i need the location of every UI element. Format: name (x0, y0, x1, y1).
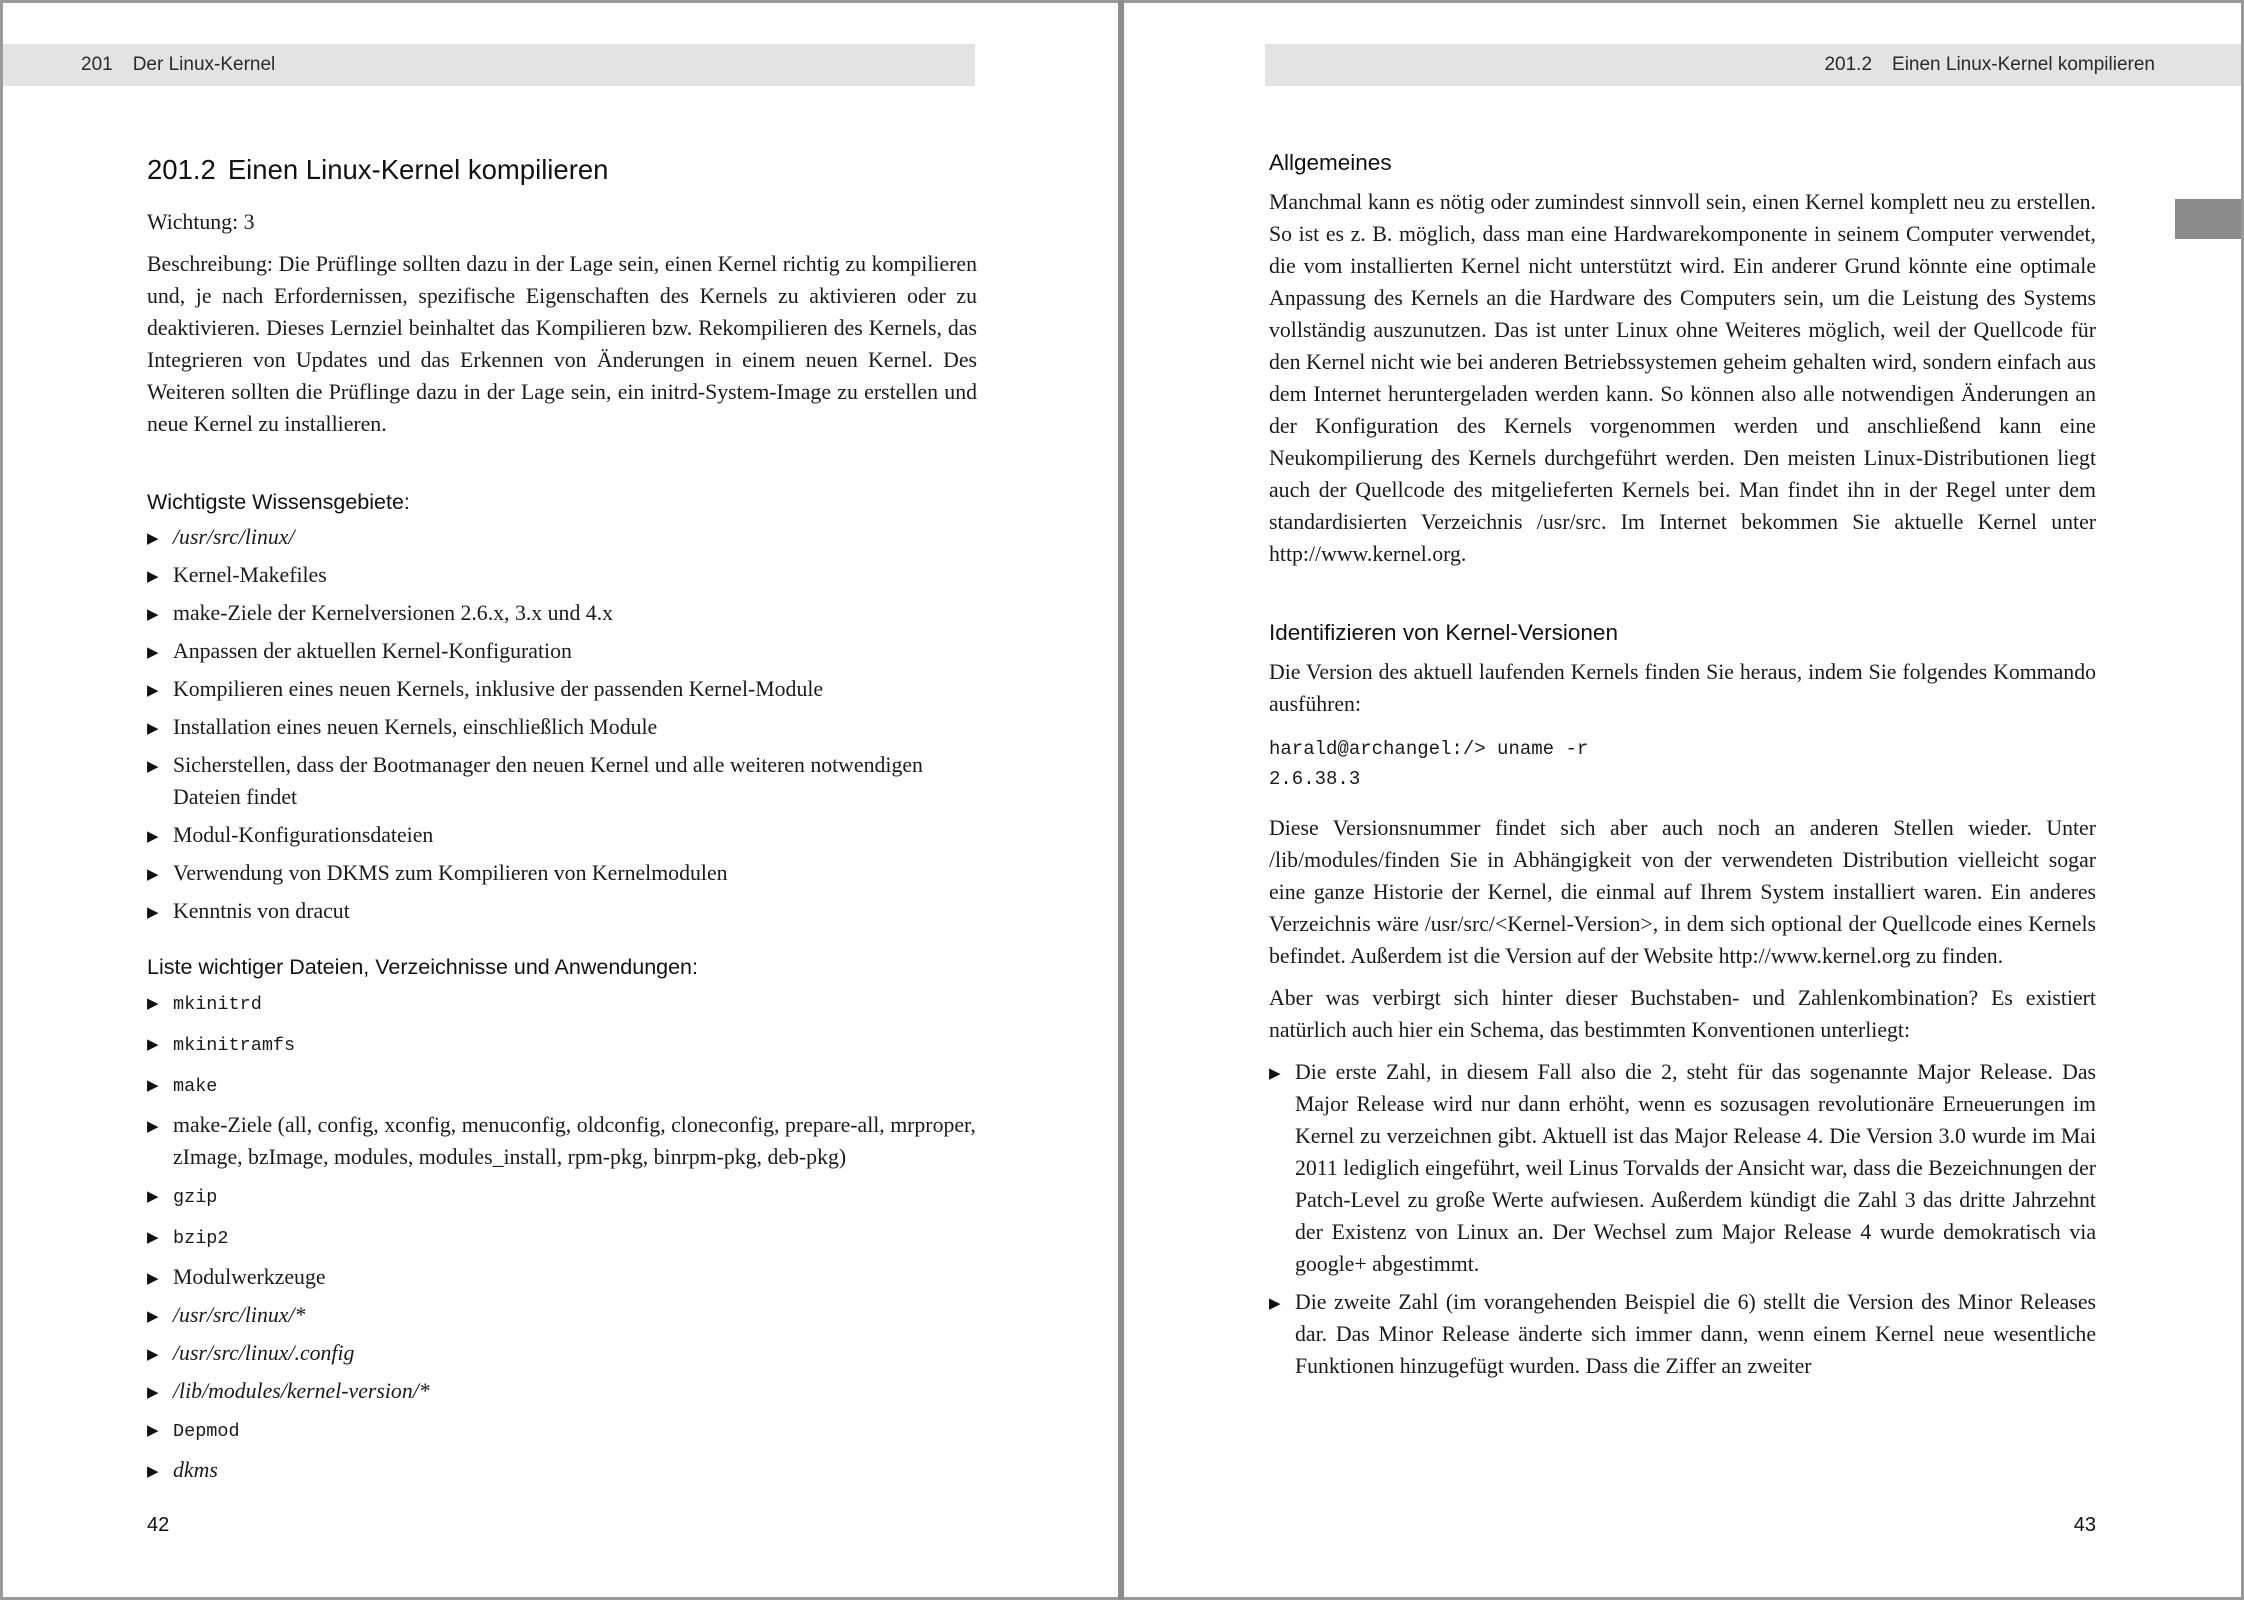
bullet-triangle-icon: ▶ (147, 683, 159, 699)
list-item: ▶ /usr/src/linux/ (147, 521, 977, 553)
list-item: ▶ bzip2 (147, 1220, 977, 1255)
list-item: ▶ Installation eines neuen Kernels, einschließlich Module (147, 711, 977, 743)
page-number-right: 43 (2073, 1514, 2096, 1536)
bullet-triangle-icon: ▶ (147, 829, 159, 845)
list-item: ▶ Die erste Zahl, in diesem Fall also die 2, steht für das sogenannte Major Release. Das Major Release wird nur dann erhöht, wenn es sozusagen revolutionäre Erneuerungen im Kernel zu verzeichnen gibt. Aktuell ist das Major Release 4. Die Version 3.0 wurde im Mai 2011 lediglich eingeführt, weil Linus Torvalds der Ansicht war, dass die Bezeichnungen der Patch-Level zu große Werte aufwiesen. Außerdem kündigt die Zahl 3 das dritte Jahrzehnt der Existenz von Linux an. Der Wechsel zum Major Release 4 wurde demokratisch via google+ abgestimmt. (1269, 1060, 2096, 1276)
section-title (147, 154, 977, 186)
list-item: ▶ Kenntnis von dracut (147, 895, 977, 927)
list-item: ▶ /usr/src/linux/.config (147, 1337, 977, 1369)
versions-intro: Die Version des aktuell laufenden Kernels finden Sie heraus, indem Sie folgendes Kommando ausführen: (1269, 660, 2096, 716)
left-page (3, 0, 1118, 1600)
knowledge-heading: Wichtigste Wissensgebiete: (147, 490, 410, 514)
bullet-triangle-icon: ▶ (147, 721, 159, 737)
bullet-triangle-icon: ▶ (147, 1230, 159, 1246)
versions-paragraph-1: Diese Versionsnummer findet sich aber auch noch an anderen Stellen wieder. Unter /lib/modules/finden Sie in Abhängigkeit von der verwendeten Distribution vielleicht sogar eine ganze Historie der Kernel, die einmal auf Ihrem System installiert waren. Ein anderes Verzeichnis wäre /usr/src/<Kernel-Version>, in dem sich optional der Quellcode eines Kernels befindet. Außerdem ist die Version auf der Website http://www.kernel.org zu finden. (1269, 816, 2096, 968)
list-item: ▶ Verwendung von DKMS zum Kompilieren von Kernelmodulen (147, 857, 977, 889)
list-item: ▶ Depmod (147, 1413, 977, 1448)
bullet-triangle-icon: ▶ (147, 569, 159, 585)
bullet-triangle-icon: ▶ (147, 607, 159, 623)
bullet-triangle-icon: ▶ (1269, 1296, 1281, 1312)
files-list (147, 986, 977, 1486)
list-item: ▶ Modulwerkzeuge (147, 1261, 977, 1293)
running-header-left (3, 44, 975, 86)
bullet-triangle-icon: ▶ (147, 645, 159, 661)
section-number: 201.2 (147, 154, 216, 185)
bullet-triangle-icon: ▶ (147, 1078, 159, 1094)
left-page-content (147, 150, 977, 1492)
page-number-left: 42 (147, 1514, 170, 1536)
list-item: ▶ Die zweite Zahl (im vorangehenden Beispiel die 6) stellt die Version des Minor Releases dar. Das Minor Release änderte sich immer dann, wenn einem Kernel neue wesentliche Funktionen hinzugefügt wurden. Dass die Ziffer an zweiter (1269, 1290, 2096, 1378)
bullet-triangle-icon: ▶ (147, 531, 159, 547)
list-item: ▶ Anpassen der aktuellen Kernel-Konfiguration (147, 635, 977, 667)
section-number: 201.2 (1824, 54, 1873, 75)
files-heading: Liste wichtiger Dateien, Verzeichnisse und Anwendungen: (147, 955, 698, 979)
bullet-triangle-icon: ▶ (147, 1271, 159, 1287)
list-item: ▶ /usr/src/linux/* (147, 1299, 977, 1331)
bullet-triangle-icon: ▶ (147, 1309, 159, 1325)
versions-heading: Identifizieren von Kernel-Versionen (1269, 620, 1618, 645)
bullet-triangle-icon: ▶ (147, 1347, 159, 1363)
list-item: ▶ /lib/modules/kernel-version/* (147, 1375, 977, 1407)
list-item: ▶ Kompilieren eines neuen Kernels, inklusive der passenden Kernel-Module (147, 673, 977, 705)
list-item: ▶ Modul-Konfigurationsdateien (147, 819, 977, 851)
list-item: ▶ make-Ziele (all, config, xconfig, menuconfig, oldconfig, cloneconfig, prepare-all, mrproper, zImage, bzImage, modules, modules_install, rpm-pkg, binrpm-pkg, deb-pkg) (147, 1113, 976, 1169)
general-paragraph: Manchmal kann es nötig oder zumindest sinnvoll sein, einen Kernel komplett neu zu erstellen. So ist es z. B. möglich, dass man eine Hardwarekomponente in seinem Computer verwendet, die vom installierten Kernel nicht unterstützt wird. Ein anderer Grund könnte eine optimale Anpassung des Kernels an die Hardware des Computers sein, um die Leistung des Systems vollständig auszunutzen. Das ist unter Linux ohne Weiteres möglich, weil der Quellcode für den Kernel nicht wie bei anderen Betriebssystemen geheim gehalten wird, sondern einfach aus dem Internet heruntergeladen werden kann. So können also alle notwendigen Änderungen an der Konfiguration des Kernels vorgenommen werden und anschließend kann eine Neukompilierung des Kernels durchgeführt werden. Den meisten Linux-Distributionen liegt auch der Quellcode des mitgelieferten Kernels bei. Man findet ihn in der Regel unter dem standardisierten Verzeichnis /usr/src. Im Internet bekommen Sie aktuelle Kernel unter http://www.kernel.org. (1269, 190, 2096, 566)
bullet-triangle-icon: ▶ (147, 996, 159, 1012)
version-bullets (1269, 1056, 2096, 1382)
bullet-triangle-icon: ▶ (147, 1385, 159, 1401)
description-paragraph: Beschreibung: Die Prüflinge sollten dazu in der Lage sein, einen Kernel richtig zu kompilieren und, je nach Erfordernissen, spezifische Eigenschaften des Kernels zu aktivieren oder zu deaktivieren. Dieses Lernziel beinhaltet das Kompilieren bzw. Rekompilieren des Kernels, das Integrieren von Updates und das Erkennen von Änderungen in einem neuen Kernel. Des Weiteren sollten die Prüflinge dazu in der Lage sein, ein initrd-System-Image zu erstellen und neue Kernel zu installieren. (147, 252, 977, 436)
list-item: ▶ Kernel-Makefiles (147, 559, 977, 591)
list-item: ▶ mkinitramfs (147, 1027, 977, 1062)
bullet-triangle-icon: ▶ (147, 759, 159, 775)
knowledge-list (147, 521, 977, 927)
list-item: ▶ dkms (147, 1454, 977, 1486)
list-item: ▶ make-Ziele der Kernelversionen 2.6.x, 3.x und 4.x (147, 597, 977, 629)
bullet-triangle-icon: ▶ (147, 1037, 159, 1053)
list-item: ▶ gzip (147, 1179, 977, 1214)
bullet-triangle-icon: ▶ (147, 1464, 159, 1480)
section-title: Einen Linux-Kernel kompilieren (1892, 54, 2155, 75)
weight-text: Wichtung: 3 (147, 210, 255, 234)
list-item: ▶ mkinitrd (147, 986, 977, 1021)
bullet-triangle-icon: ▶ (147, 1189, 159, 1205)
versions-paragraph-2: Aber was verbirgt sich hinter dieser Buchstaben- und Zahlenkombination? Es existiert natürlich auch hier ein Schema, das bestimmten Konventionen unterliegt: (1269, 986, 2096, 1042)
right-page-content (1269, 150, 2096, 1388)
chapter-thumb-tab (2175, 199, 2241, 239)
general-heading: Allgemeines (1269, 150, 1392, 175)
chapter-number: 201 (81, 54, 113, 75)
bullet-triangle-icon: ▶ (147, 905, 159, 921)
running-header-right (1265, 44, 2241, 86)
list-item: ▶ make (147, 1068, 977, 1103)
bullet-triangle-icon: ▶ (1269, 1066, 1281, 1082)
section-title-text: Einen Linux-Kernel kompilieren (227, 154, 609, 185)
right-page (1124, 0, 2241, 1600)
code-block: harald@archangel:/> uname -r 2.6.38.3 (1269, 738, 1589, 790)
bullet-triangle-icon: ▶ (147, 867, 159, 883)
list-item: ▶ Sicherstellen, dass der Bootmanager den neuen Kernel und alle weiteren notwendigen Dateien findet (147, 753, 923, 809)
chapter-title: Der Linux-Kernel (132, 54, 276, 75)
bullet-triangle-icon: ▶ (147, 1423, 159, 1439)
bullet-triangle-icon: ▶ (147, 1119, 159, 1135)
